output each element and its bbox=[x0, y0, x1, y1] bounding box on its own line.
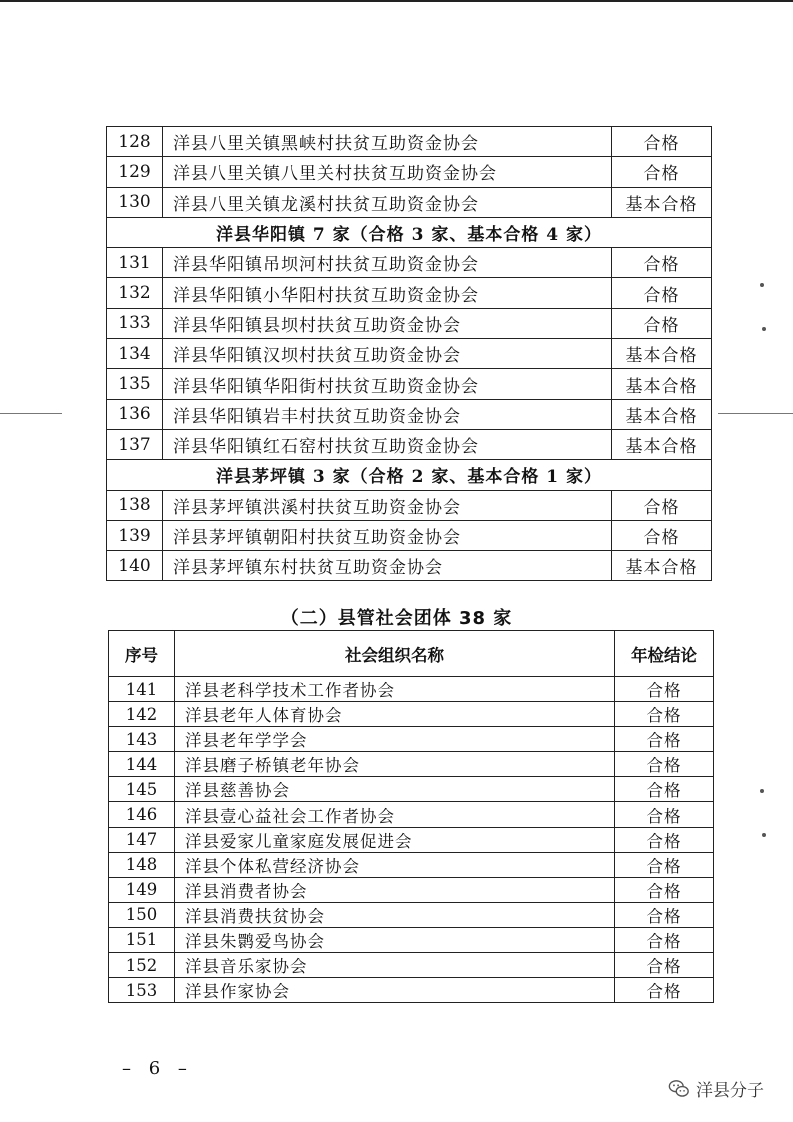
table-row bbox=[109, 978, 714, 1003]
table-row bbox=[107, 369, 712, 399]
inspection-result: 合格 bbox=[615, 727, 714, 752]
section-title: （二）县管社会团体 38 家 bbox=[280, 608, 513, 629]
inspection-result: 基本合格 bbox=[612, 187, 712, 217]
table-row bbox=[109, 852, 714, 877]
table-row bbox=[107, 127, 712, 157]
inspection-result: 合格 bbox=[615, 802, 714, 827]
org-name: 洋县壹心益社会工作者协会 bbox=[175, 802, 615, 827]
table-row bbox=[109, 777, 714, 802]
org-name: 洋县茅坪镇洪溪村扶贫互助资金协会 bbox=[163, 490, 612, 520]
group-header-row bbox=[107, 460, 712, 490]
row-number: 149 bbox=[109, 877, 175, 902]
scan-dot bbox=[760, 283, 764, 287]
org-name: 洋县老科学技术工作者协会 bbox=[175, 677, 615, 702]
table-row bbox=[107, 399, 712, 429]
header-org-name: 社会组织名称 bbox=[175, 631, 615, 677]
scan-mark-left bbox=[0, 413, 62, 414]
row-number: 131 bbox=[107, 248, 163, 278]
row-number: 135 bbox=[107, 369, 163, 399]
scan-dot bbox=[762, 833, 766, 837]
county-social-groups-table bbox=[108, 630, 714, 1003]
row-number: 146 bbox=[109, 802, 175, 827]
row-number: 152 bbox=[109, 953, 175, 978]
inspection-result: 基本合格 bbox=[612, 339, 712, 369]
table-row bbox=[107, 157, 712, 187]
org-name: 洋县华阳镇县坝村扶贫互助资金协会 bbox=[163, 308, 612, 338]
group-header: 洋县华阳镇 7 家（合格 3 家、基本合格 4 家） bbox=[107, 217, 712, 247]
inspection-result: 合格 bbox=[615, 902, 714, 927]
row-number: 138 bbox=[107, 490, 163, 520]
org-name: 洋县朱鹮爱鸟协会 bbox=[175, 927, 615, 952]
page-number: – 6 – bbox=[122, 1058, 193, 1079]
row-number: 136 bbox=[107, 399, 163, 429]
table-row bbox=[109, 902, 714, 927]
table-row bbox=[107, 187, 712, 217]
inspection-result: 合格 bbox=[615, 752, 714, 777]
inspection-result: 合格 bbox=[612, 490, 712, 520]
row-number: 130 bbox=[107, 187, 163, 217]
table-row bbox=[109, 827, 714, 852]
inspection-result: 合格 bbox=[612, 248, 712, 278]
scan-dot bbox=[760, 789, 764, 793]
org-name: 洋县华阳镇吊坝河村扶贫互助资金协会 bbox=[163, 248, 612, 278]
org-name: 洋县个体私营经济协会 bbox=[175, 852, 615, 877]
table-row bbox=[109, 927, 714, 952]
row-number: 133 bbox=[107, 308, 163, 338]
row-number: 132 bbox=[107, 278, 163, 308]
org-name: 洋县慈善协会 bbox=[175, 777, 615, 802]
inspection-result: 合格 bbox=[612, 127, 712, 157]
row-number: 151 bbox=[109, 927, 175, 952]
org-name: 洋县华阳镇汉坝村扶贫互助资金协会 bbox=[163, 339, 612, 369]
inspection-result: 合格 bbox=[612, 157, 712, 187]
row-number: 128 bbox=[107, 127, 163, 157]
row-number: 145 bbox=[109, 777, 175, 802]
table-row bbox=[107, 308, 712, 338]
org-name: 洋县八里关镇八里关村扶贫互助资金协会 bbox=[163, 157, 612, 187]
org-name: 洋县华阳镇华阳街村扶贫互助资金协会 bbox=[163, 369, 612, 399]
org-name: 洋县作家协会 bbox=[175, 978, 615, 1003]
top-border-line bbox=[0, 0, 793, 2]
org-name: 洋县磨子桥镇老年协会 bbox=[175, 752, 615, 777]
table-row bbox=[107, 490, 712, 520]
org-name: 洋县爱家儿童家庭发展促进会 bbox=[175, 827, 615, 852]
table-row bbox=[107, 248, 712, 278]
row-number: 147 bbox=[109, 827, 175, 852]
inspection-result: 合格 bbox=[612, 520, 712, 550]
row-number: 141 bbox=[109, 677, 175, 702]
org-name: 洋县消费扶贫协会 bbox=[175, 902, 615, 927]
row-number: 142 bbox=[109, 702, 175, 727]
inspection-result: 合格 bbox=[615, 827, 714, 852]
inspection-result: 基本合格 bbox=[612, 399, 712, 429]
org-name: 洋县八里关镇黑峡村扶贫互助资金协会 bbox=[163, 127, 612, 157]
row-number: 139 bbox=[107, 520, 163, 550]
inspection-result: 合格 bbox=[615, 677, 714, 702]
table-row bbox=[107, 278, 712, 308]
row-number: 153 bbox=[109, 978, 175, 1003]
table-row bbox=[109, 877, 714, 902]
scan-dot bbox=[762, 327, 766, 331]
org-name: 洋县八里关镇龙溪村扶贫互助资金协会 bbox=[163, 187, 612, 217]
group-header: 洋县茅坪镇 3 家（合格 2 家、基本合格 1 家） bbox=[107, 460, 712, 490]
org-name: 洋县茅坪镇东村扶贫互助资金协会 bbox=[163, 551, 612, 581]
inspection-result: 合格 bbox=[612, 308, 712, 338]
association-table-continued bbox=[106, 126, 712, 581]
inspection-result: 合格 bbox=[612, 278, 712, 308]
inspection-result: 合格 bbox=[615, 852, 714, 877]
table-header-row bbox=[109, 631, 714, 677]
inspection-result: 基本合格 bbox=[612, 369, 712, 399]
org-name: 洋县音乐家协会 bbox=[175, 953, 615, 978]
wechat-chat-icon bbox=[668, 1078, 690, 1100]
org-name: 洋县老年人体育协会 bbox=[175, 702, 615, 727]
inspection-result: 合格 bbox=[615, 927, 714, 952]
table-row bbox=[107, 429, 712, 459]
table-row bbox=[109, 802, 714, 827]
watermark-text: 洋县分子 bbox=[696, 1081, 764, 1101]
table-row bbox=[109, 727, 714, 752]
org-name: 洋县茅坪镇朝阳村扶贫互助资金协会 bbox=[163, 520, 612, 550]
scan-mark-right bbox=[718, 413, 793, 414]
inspection-result: 合格 bbox=[615, 877, 714, 902]
row-number: 144 bbox=[109, 752, 175, 777]
row-number: 143 bbox=[109, 727, 175, 752]
inspection-result: 基本合格 bbox=[612, 551, 712, 581]
row-number: 134 bbox=[107, 339, 163, 369]
inspection-result: 基本合格 bbox=[612, 429, 712, 459]
org-name: 洋县华阳镇岩丰村扶贫互助资金协会 bbox=[163, 399, 612, 429]
table-row bbox=[109, 702, 714, 727]
org-name: 洋县消费者协会 bbox=[175, 877, 615, 902]
header-inspection-result: 年检结论 bbox=[615, 631, 714, 677]
header-number: 序号 bbox=[109, 631, 175, 677]
org-name: 洋县华阳镇红石窑村扶贫互助资金协会 bbox=[163, 429, 612, 459]
org-name: 洋县华阳镇小华阳村扶贫互助资金协会 bbox=[163, 278, 612, 308]
row-number: 129 bbox=[107, 157, 163, 187]
row-number: 150 bbox=[109, 902, 175, 927]
org-name: 洋县老年学学会 bbox=[175, 727, 615, 752]
table-row bbox=[109, 677, 714, 702]
row-number: 148 bbox=[109, 852, 175, 877]
watermark bbox=[668, 1076, 764, 1101]
table-row bbox=[107, 339, 712, 369]
row-number: 140 bbox=[107, 551, 163, 581]
inspection-result: 合格 bbox=[615, 777, 714, 802]
table-row bbox=[109, 953, 714, 978]
table-row bbox=[107, 551, 712, 581]
row-number: 137 bbox=[107, 429, 163, 459]
group-header-row bbox=[107, 217, 712, 247]
table-row bbox=[107, 520, 712, 550]
inspection-result: 合格 bbox=[615, 702, 714, 727]
inspection-result: 合格 bbox=[615, 978, 714, 1003]
inspection-result: 合格 bbox=[615, 953, 714, 978]
table-row bbox=[109, 752, 714, 777]
